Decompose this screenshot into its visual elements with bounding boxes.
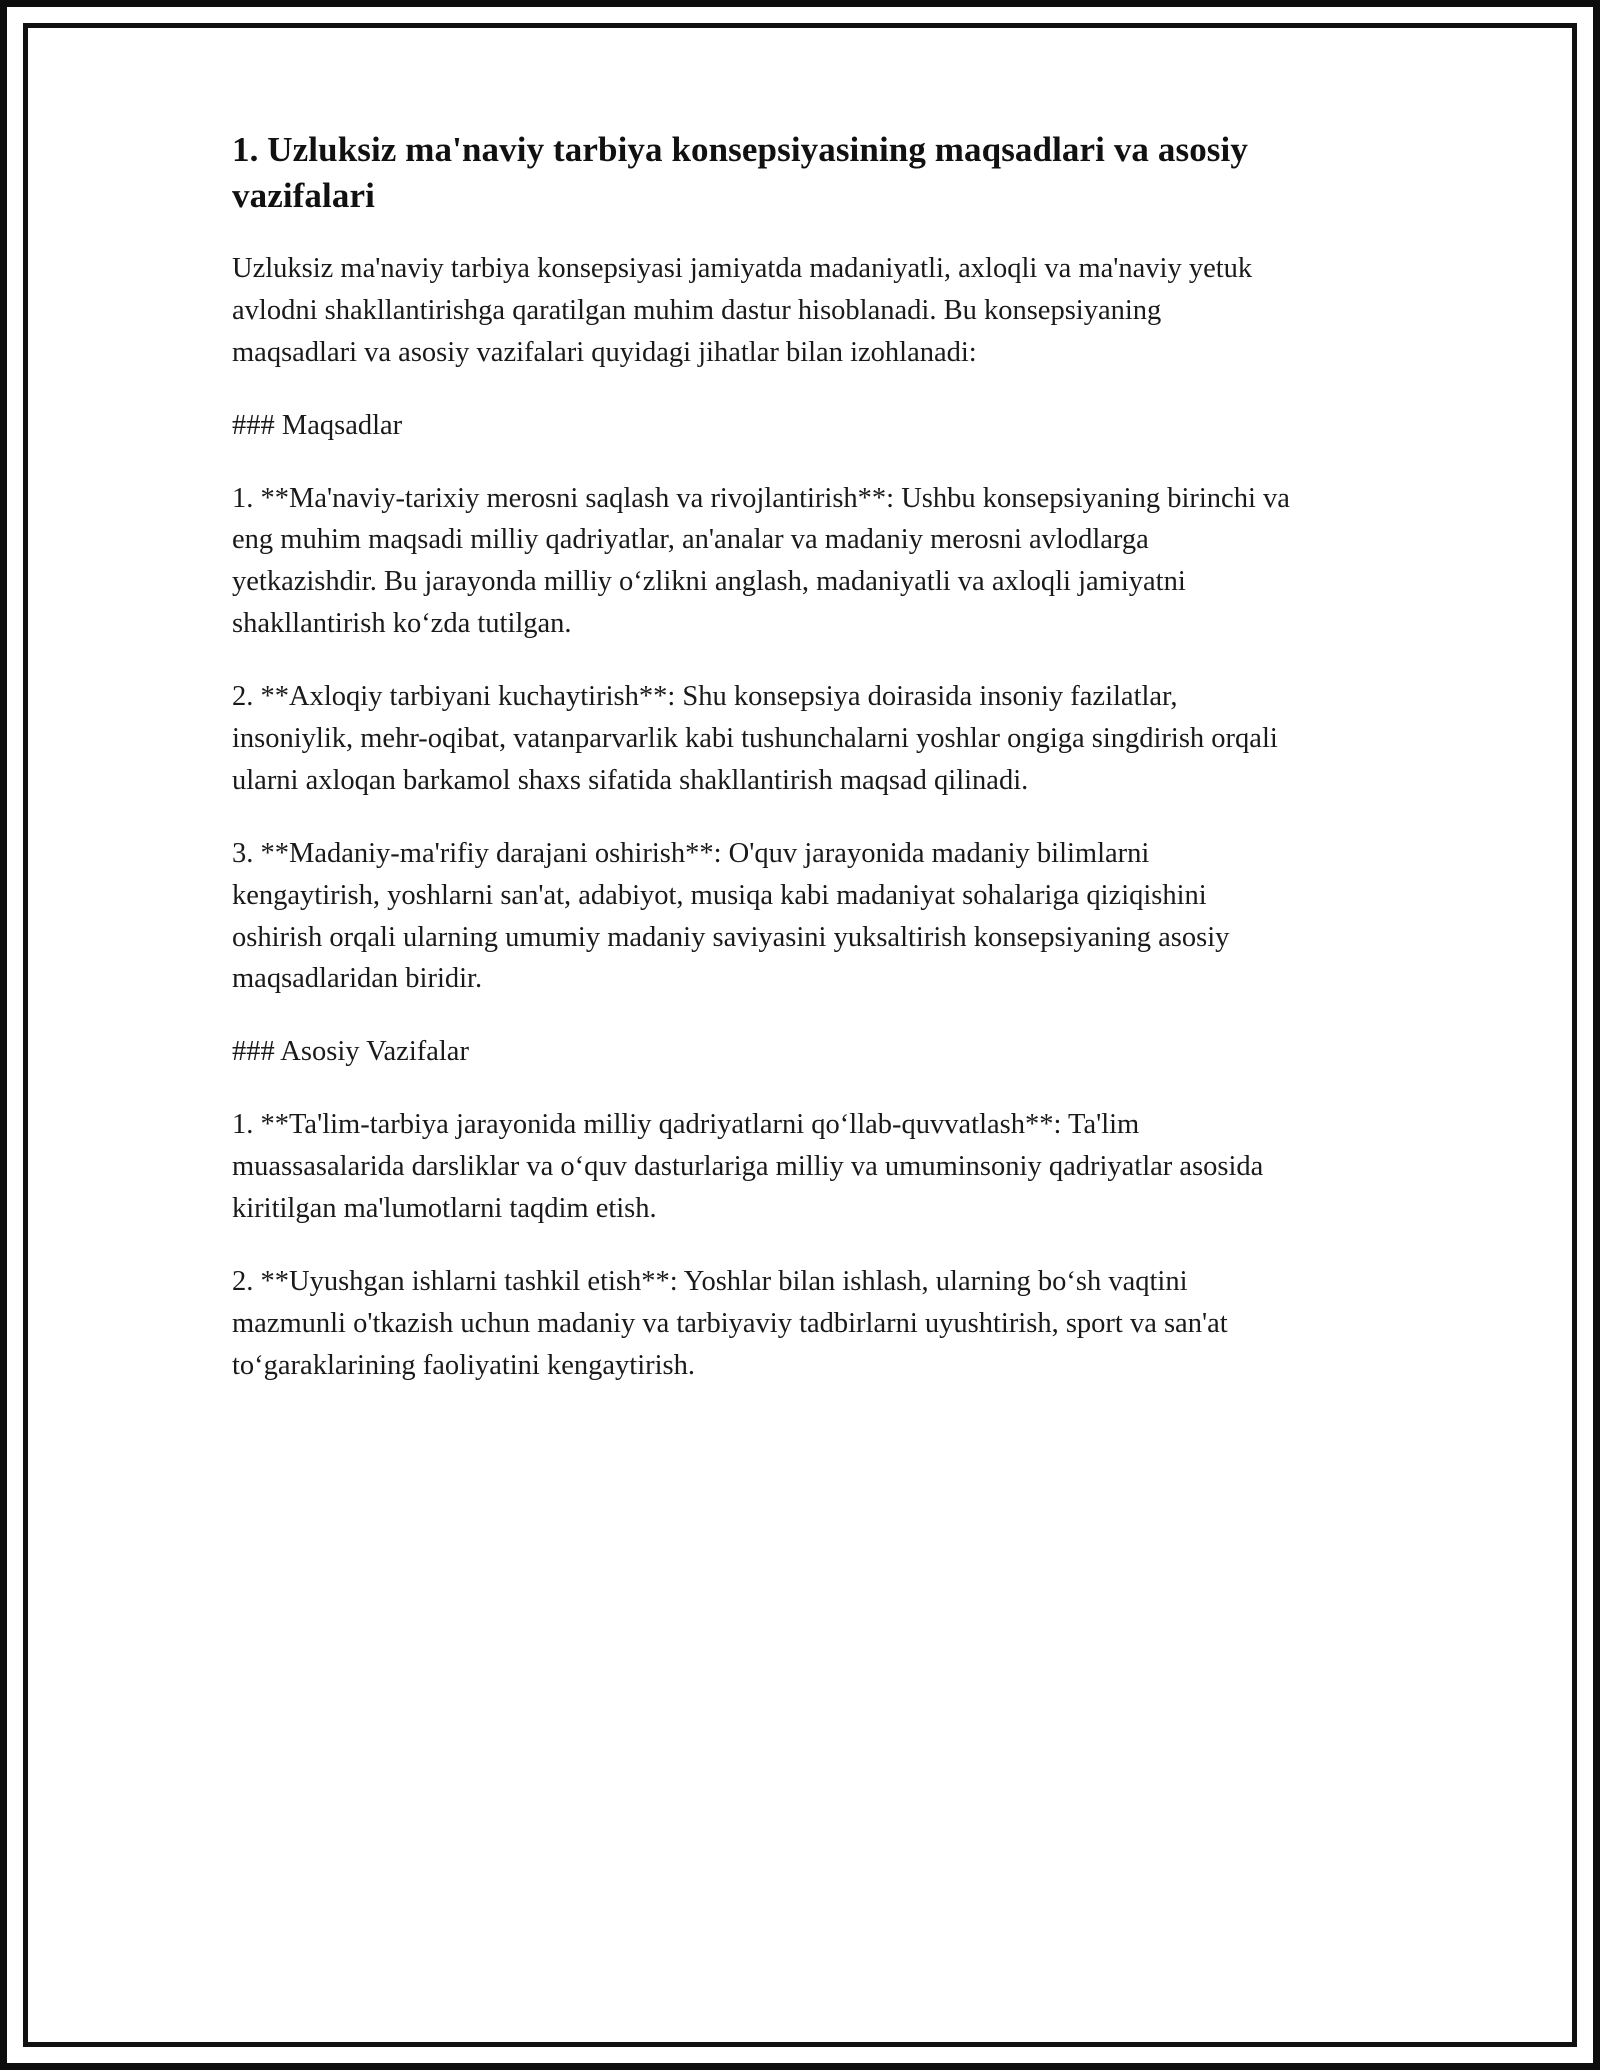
- section-heading-maqsadlar: ### Maqsadlar: [232, 409, 403, 441]
- document-content: [7, 7, 1593, 2063]
- list-item-maqsad-3: 3. **Madaniy-ma'rifiy darajani oshirish**: O'quv jarayonida madaniy bilimlarni kengaytirish, yoshlarni san'at, adabiyot, musiqa kabi madaniyat sohalariga qiziqishini oshirish orqali ularning umumiy madaniy saviyasini yuksaltirish konsepsiyaning asosiy maqsadlaridan biridir.: [232, 837, 1237, 995]
- page-title: 1. Uzluksiz ma'naviy tarbiya konsepsiyasining maqsadlari va asosiy vazifalari: [232, 130, 1248, 215]
- list-item-maqsad-2: 2. **Axloqiy tarbiyani kuchaytirish**: Shu konsepsiya doirasida insoniy fazilatlar, insoniylik, mehr-oqibat, vatanparvarlik kabi tushunchalarni yoshlar ongiga singdirish orqali ularni axloqan barkamol shaxs sifatida shakllantirish maqsad qilinadi.: [232, 681, 1285, 796]
- section-heading-asosiy-vazifalar: ### Asosiy Vazifalar: [232, 1036, 469, 1068]
- list-item-maqsad-1: 1. **Ma'naviy-tarixiy merosni saqlash va rivojlantirish**: Ushbu konsepsiyaning birinchi va eng muhim maqsadi milliy qadriyatlar, an'analar va madaniy merosni avlodlarga yetkazishdir. Bu jarayonda milliy o‘zlikni anglash, madaniyatli va axloqli jamiyatni shakllantirish ko‘zda tutilgan.: [232, 482, 1298, 640]
- list-item-vazifa-1: 1. **Ta'lim-tarbiya jarayonida milliy qadriyatlarni qo‘llab-quvvatlash**: Ta'lim muassasalarida darsliklar va o‘quv dasturlariga milliy va umuminsoniy qadriyatlar asosida kiritilgan ma'lumotlarni taqdim etish.: [232, 1109, 1271, 1225]
- list-item-vazifa-2: 2. **Uyushgan ishlarni tashkil etish**: Yoshlar bilan ishlash, ularning bo‘sh vaqtini mazmunli o'tkazish uchun madaniy va tarbiyaviy tadbirlarni uyushtirish, sport va san'at to‘garaklarining faoliyatini kengaytirish.: [232, 1265, 1235, 1381]
- paragraph-intro: Uzluksiz ma'naviy tarbiya konsepsiyasi jamiyatda madaniyatli, axloqli va ma'naviy yetuk avlodni shakllantirishga qaratilgan muhim dastur hisoblanadi. Bu konsepsiyaning maqsadlari va asosiy vazifalari quyidagi jihatlar bilan izohlanadi:: [232, 253, 1260, 368]
